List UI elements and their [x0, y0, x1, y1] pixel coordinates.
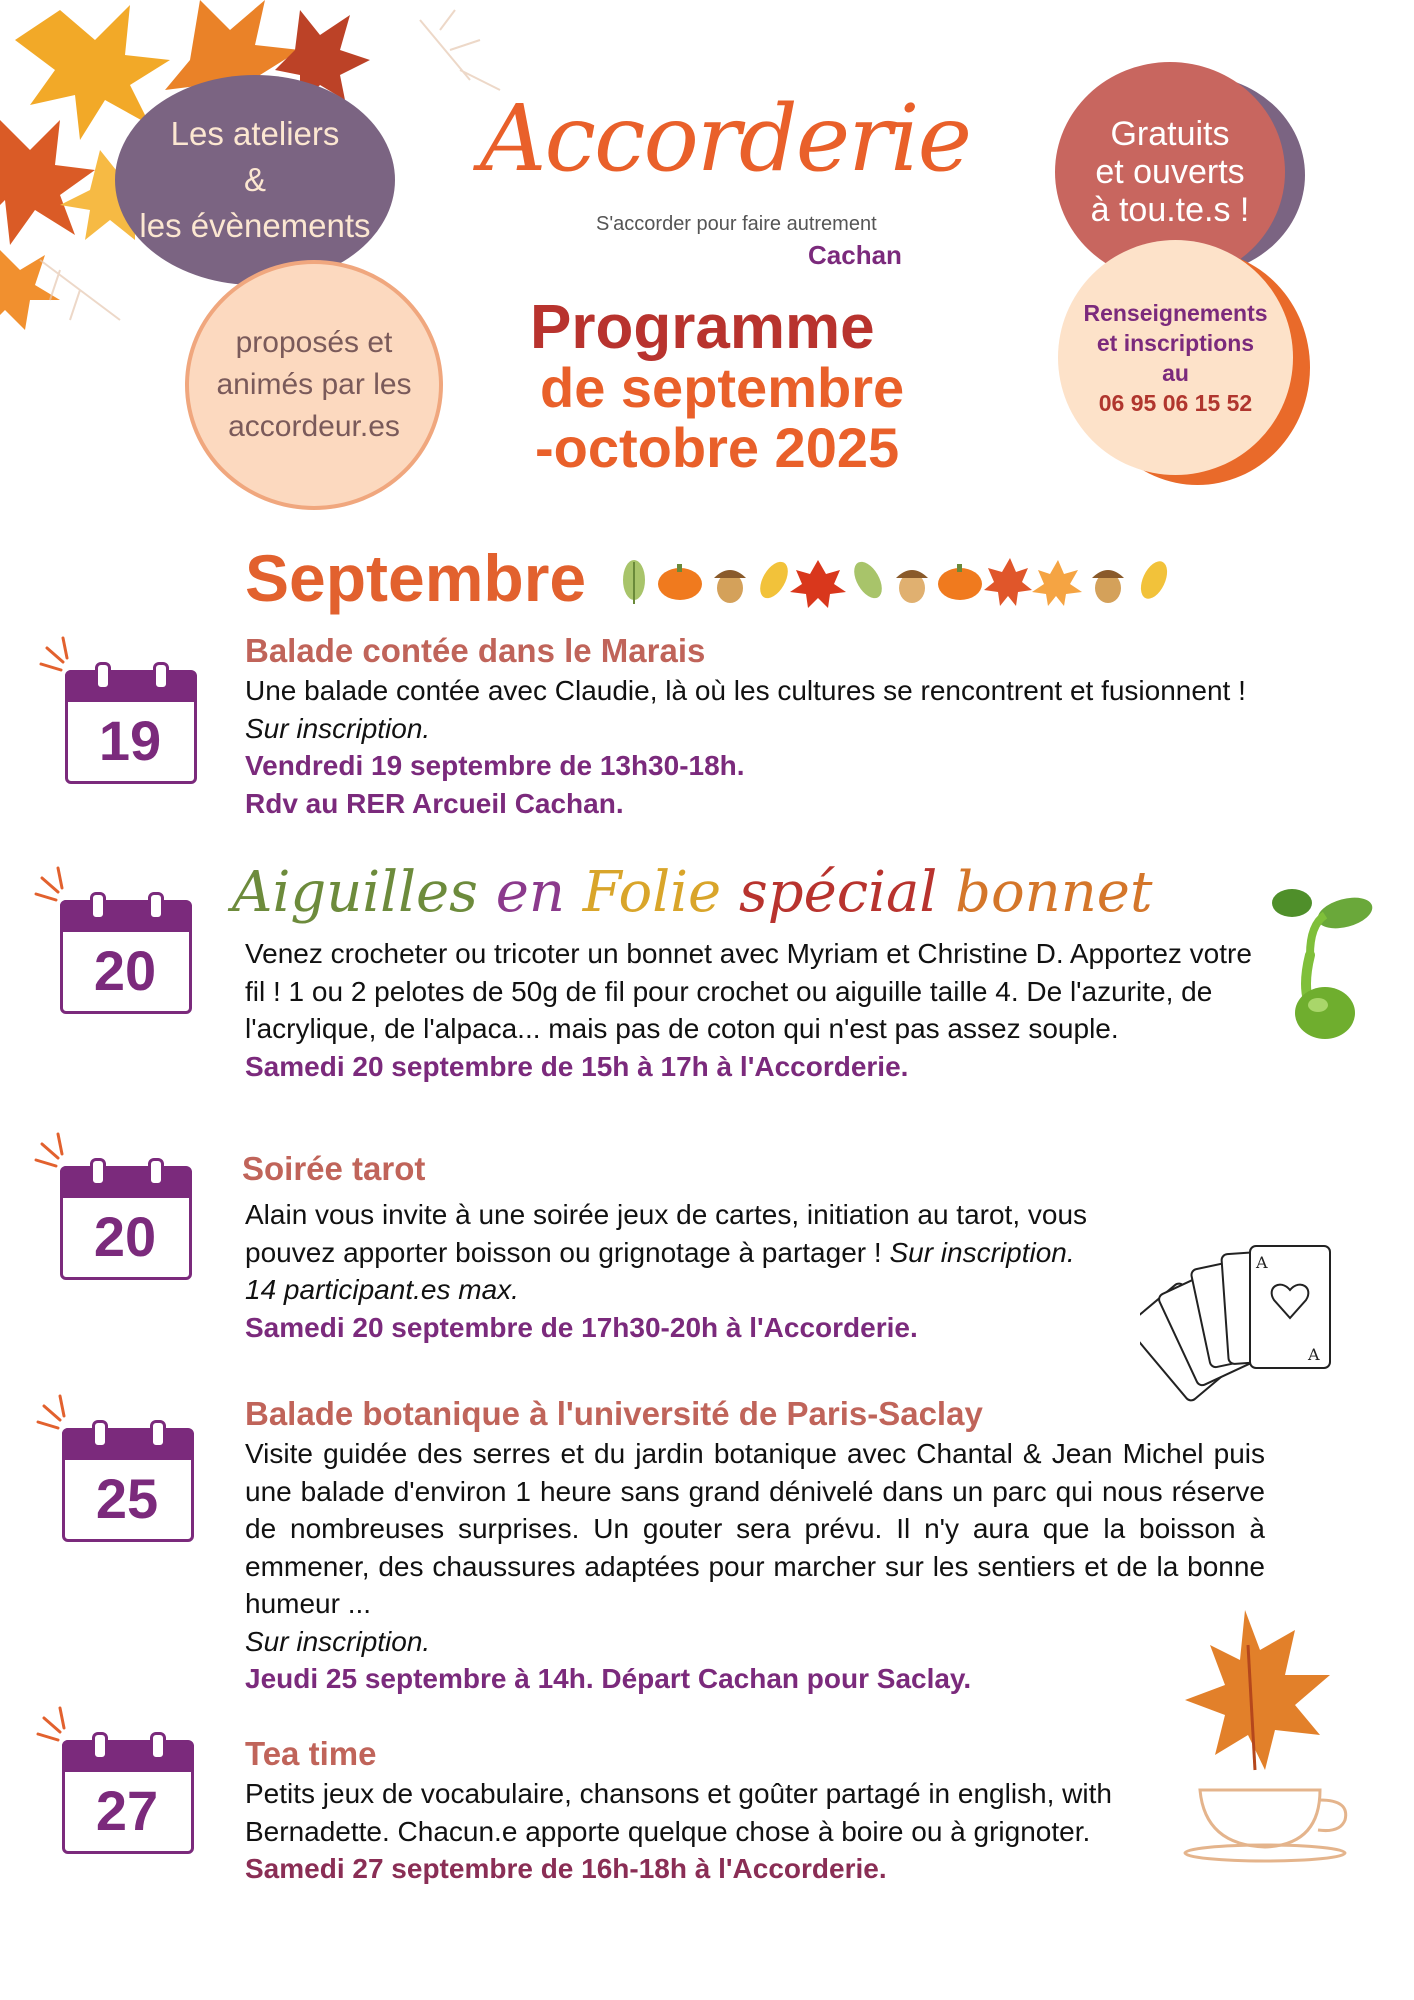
event-day: 27 [95, 1779, 159, 1842]
autumn-icons-row [612, 552, 1182, 608]
maple-leaf-icon [984, 558, 1032, 606]
svg-text:A: A [1256, 1253, 1268, 1272]
event-text: Venez crocheter ou tricoter un bonnet avec Myriam et Christine D. Apportez votre fil ! 1 ou 2 pelotes de 50g de fil pour crochet ou aiguille taille 4. De l'azurite, de l'acrylique, de l'alpaca... mais pas de coton qui n'est pas assez souple. [245, 938, 1252, 1044]
leaf-icon [754, 557, 793, 603]
title-word: Aiguilles [232, 860, 478, 925]
tagline: S'accorder pour faire autrement [596, 213, 877, 235]
event-text: Alain vous invite à une soirée jeux de cartes, initiation au tarot, vous pouvez apporter boisson ou grignotage à partager ! [245, 1199, 1088, 1268]
bubble-proposes-line3: accordeur.es [228, 410, 400, 443]
event-text: Visite guidée des serres et du jardin botanique avec Chantal & Jean Michel puis une balade d'environ 1 heure sans grand dénivelé dans un parc qui nous réserve de nombreuses surprises. Un gouter sera prévu. Il n'y aura que la boisson à emmener, des chaussures adaptées pour marcher sur les sentiers et de la bonne humeur ... [245, 1438, 1265, 1619]
maple-leaf-icon [790, 560, 846, 608]
event-text: Petits jeux de vocabulaire, chansons et goûter partagé in english, with Bernadette. Chacun.e apporte quelque chose à boire ou à grignoter. [245, 1778, 1112, 1847]
bubble-gratuits-line2: et ouverts [1095, 153, 1245, 191]
bubble-gratuits-line3: à tou.te.s ! [1090, 191, 1250, 229]
bubble-proposes-line2: animés par les [216, 368, 412, 401]
event-text: Une balade contée avec Claudie, là où les cultures se rencontrent et fusionnent ! [245, 675, 1246, 706]
title-word: spécial [739, 860, 938, 925]
svg-text:A: A [1308, 1345, 1320, 1364]
event-day: 19 [98, 709, 162, 772]
maple-leaf-icon [1032, 560, 1082, 606]
bubble-ateliers [115, 75, 395, 285]
bubble-rens-line3: au [1162, 359, 1189, 386]
event-title: Balade contée dans le Marais [245, 632, 706, 669]
leaf-icon [623, 560, 645, 604]
event-note: Sur inscription. [245, 712, 431, 744]
event-description [245, 1435, 1265, 1698]
event-description [245, 672, 1355, 822]
programme-title: Programme [530, 293, 875, 362]
acorn-icon [1092, 570, 1124, 603]
bubble-ateliers-line3: les évènements [139, 207, 371, 244]
phone-number[interactable]: 06 95 06 15 52 [1098, 389, 1253, 416]
bubble-ateliers-line2: & [243, 161, 266, 198]
event-note: Sur inscription. [889, 1236, 1075, 1268]
event-description [245, 1775, 1230, 1888]
event-date: Samedi 20 septembre de 15h à 17h à l'Accorderie. [245, 1050, 909, 1082]
city-name: Cachan [808, 240, 902, 270]
event-title: Soirée tarot [242, 1150, 426, 1187]
calendar-icon [60, 892, 190, 1012]
leaf-icon [848, 557, 887, 603]
event-description [245, 1196, 1175, 1346]
event-day: 25 [95, 1467, 159, 1530]
acorn-icon [896, 570, 928, 603]
bubble-rens-line1: Renseignements [1083, 299, 1268, 326]
playing-cards-icon [1140, 1232, 1340, 1407]
event-note-2: 14 participant.es max. [245, 1274, 519, 1305]
bubble-rens-line2: et inscriptions [1096, 329, 1255, 356]
acorn-icon [714, 570, 746, 603]
event-title-handwritten [232, 860, 1152, 925]
programme-subtitle-1: de septembre [540, 356, 905, 419]
bubble-renseignements [1058, 240, 1293, 475]
programme-subtitle-2: -octobre 2025 [535, 416, 900, 479]
title-word: bonnet [955, 860, 1153, 925]
maple-leaf-teacup-illustration [1170, 1605, 1370, 1865]
bubble-proposes [185, 260, 443, 510]
event-date: Vendredi 19 septembre de 13h30-18h. [245, 750, 745, 781]
event-note: Sur inscription. [245, 1625, 431, 1657]
event-title: Balade botanique à l'université de Paris-Saclay [245, 1395, 983, 1432]
event-date: Jeudi 25 septembre à 14h. Départ Cachan pour Saclay. [245, 1663, 972, 1694]
bubble-ateliers-line1: Les ateliers [170, 115, 340, 152]
title-word: en [495, 860, 565, 925]
event-date: Samedi 27 septembre de 16h-18h à l'Accorderie. [245, 1853, 887, 1884]
calendar-icon [60, 1158, 190, 1278]
pumpkin-icon [658, 564, 702, 600]
event-description [245, 935, 1275, 1085]
bubble-proposes-line1: proposés et [235, 326, 393, 359]
title-word: Folie [582, 860, 722, 925]
event-day: 20 [93, 1205, 157, 1268]
sprout-icon [1270, 885, 1380, 1045]
calendar-icon [65, 662, 195, 782]
event-day: 20 [93, 939, 157, 1002]
pumpkin-icon [938, 564, 982, 600]
bubble-gratuits-line1: Gratuits [1110, 115, 1230, 153]
accorderie-logo: Accorderie [480, 85, 971, 192]
calendar-icon [62, 1732, 192, 1852]
leaf-icon [1136, 557, 1173, 603]
calendar-icon [62, 1420, 192, 1540]
month-title: Septembre [245, 541, 587, 615]
event-date: Samedi 20 septembre de 17h30-20h à l'Accorderie. [245, 1311, 918, 1343]
event-title: Tea time [245, 1735, 377, 1772]
event-place: Rdv au RER Arcueil Cachan. [245, 787, 624, 819]
